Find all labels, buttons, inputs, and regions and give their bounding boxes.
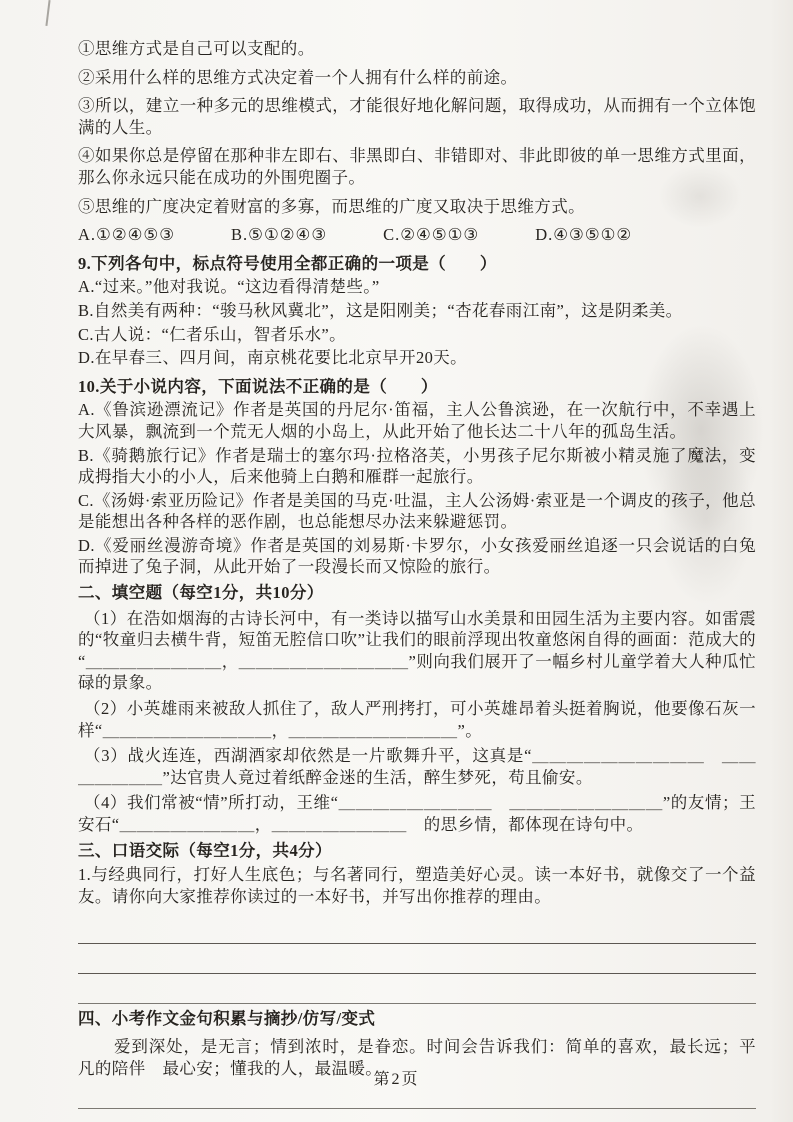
question-9-option-a: A.“过来。”他对我说。“这边看得清楚些。”	[78, 277, 380, 297]
question-10-block	[78, 376, 756, 578]
answer-line	[78, 944, 756, 974]
answer-line	[78, 907, 756, 944]
ordering-item-1: ①思维方式是自己可以支配的。	[78, 39, 315, 58]
ordering-question-block	[78, 38, 756, 246]
ordering-choices-row	[78, 224, 756, 246]
question-9-option-d: D.在早春三、四月间，南京桃花要比北京早开20天。	[78, 348, 468, 368]
question-10-option-a: A.《鲁滨逊漂流记》作者是英国的丹尼尔·笛福，主人公鲁滨逊，在一次航行中，不幸遇上大风暴，飘流到一个荒无人烟的小岛上，从此开始了他长达二十八年的孤岛生活。	[78, 400, 756, 441]
oral-communication-section	[78, 840, 756, 1005]
fill-item-4: （4）我们常被“情”所打动，王维“＿＿＿＿＿＿＿＿＿ ＿＿＿＿＿＿＿＿＿”的友情；王安石“＿＿＿＿＿＿＿＿，＿＿＿＿＿＿＿＿ 的思乡情，都体现在诗句中。	[78, 793, 756, 834]
question-10-option-d: D.《爱丽丝漫游奇境》作者是英国的刘易斯·卡罗尔，小女孩爱丽丝追逐一只会说话的白兔而掉进了兔子洞，从此开始了一段漫长而又惊险的旅行。	[78, 535, 756, 577]
ordering-choice-b: B.⑤①②④③	[231, 225, 328, 245]
ordering-choice-a: A.①②④⑤③	[78, 225, 176, 245]
oral-prompt: 1.与经典同行，打好人生底色；与名著同行，塑造美好心灵。读一本好书，就像交了一个益友。请你向大家推荐你读过的一本好书，并写出你推荐的理由。	[78, 865, 756, 906]
question-10-option-c: C.《汤姆·索亚历险记》作者是美国的马克·吐温，主人公汤姆·索亚是一个调皮的孩子，他总是能想出各种各样的恶作剧，也总能想尽办法来躲避惩罚。	[78, 490, 756, 532]
answer-line-broken	[78, 1109, 756, 1122]
question-9-block	[78, 253, 756, 369]
fill-item-1: （1）在浩如烟海的古诗长河中，有一类诗以描写山水美景和田园生活为主要内容。如雷震的“牧童归去横牛背，短笛无腔信口吹”让我们的眼前浮现出牧童悠闲自得的画面：范成大的“＿＿＿＿＿＿＿＿，＿＿＿＿＿＿＿＿＿＿”则向我们展开了一幅乡村儿童学着大人种瓜忙碌的景象。	[78, 608, 756, 693]
composition-body: 爱到深处，是无言；情到浓时，是眷恋。时间会告诉我们：简单的喜欢，最长远；平凡的陪伴 最心安；懂我的人，最温暖。	[78, 1036, 756, 1078]
fill-section-heading: 二、填空题（每空1分，共10分）	[78, 583, 324, 603]
ordering-item-3: ③所以，建立一种多元的思维模式，才能很好地化解问题，取得成功，从而拥有一个立体饱满的人生。	[78, 96, 756, 137]
composition-section-heading: 四、小考作文金句积累与摘抄/仿写/变式	[78, 1009, 376, 1029]
question-9-stem: 9.下列各句中，标点符号使用全都正确的一项是（ ）	[78, 253, 497, 273]
fill-item-3: （3）战火连连，西湖酒家却依然是一片歌舞升平，这真是“＿＿＿＿＿＿＿＿＿＿ ＿＿＿＿＿＿＿”达官贵人竟过着纸醉金迷的生活，醉生梦死，苟且偷安。	[78, 746, 756, 787]
ordering-choice-d: D.④③⑤①②	[535, 225, 633, 245]
oral-section-heading: 三、口语交际（每空1分，共4分）	[78, 840, 332, 860]
question-9-option-b: B.自然美有两种：“骏马秋风冀北”，这是阳刚美；“杏花春雨江南”，这是阴柔美。	[78, 300, 683, 320]
scan-edge-artifact	[45, 0, 50, 26]
ordering-item-4: ④如果你总是停留在那种非左即右、非黑即白、非错即对、非此即彼的单一思维方式里面，那么你永远只能在成功的外围兜圈子。	[78, 146, 756, 187]
ordering-item-5: ⑤思维的广度决定着财富的多寡，而思维的广度又取决于思维方式。	[78, 196, 585, 216]
fill-in-blank-section	[78, 582, 756, 836]
page-number: 第2页	[373, 1071, 420, 1088]
ordering-item-2: ②采用什么样的思维方式决定着一个人拥有什么样的前途。	[78, 67, 518, 87]
question-10-stem: 10.关于小说内容，下面说法不正确的是（ ）	[78, 376, 438, 396]
ordering-choice-c: C.②④⑤①③	[383, 225, 480, 245]
answer-line	[78, 974, 756, 1004]
page-content	[78, 38, 756, 1122]
question-10-option-b: B.《骑鹅旅行记》作者是瑞士的塞尔玛·拉格洛芙，小男孩子尼尔斯被小精灵施了魔法，变成拇指大小的小人，后来他骑上白鹅和雁群一起旅行。	[78, 445, 756, 487]
fill-item-2: （2）小英雄雨来被敌人抓住了，敌人严刑拷打，可小英雄昂着头挺着胸说，他要像石灰一样“＿＿＿＿＿＿＿＿＿＿，＿＿＿＿＿＿＿＿＿＿”。	[78, 699, 756, 740]
question-9-option-c: C.古人说：“仁者乐山，智者乐水”。	[78, 324, 346, 344]
